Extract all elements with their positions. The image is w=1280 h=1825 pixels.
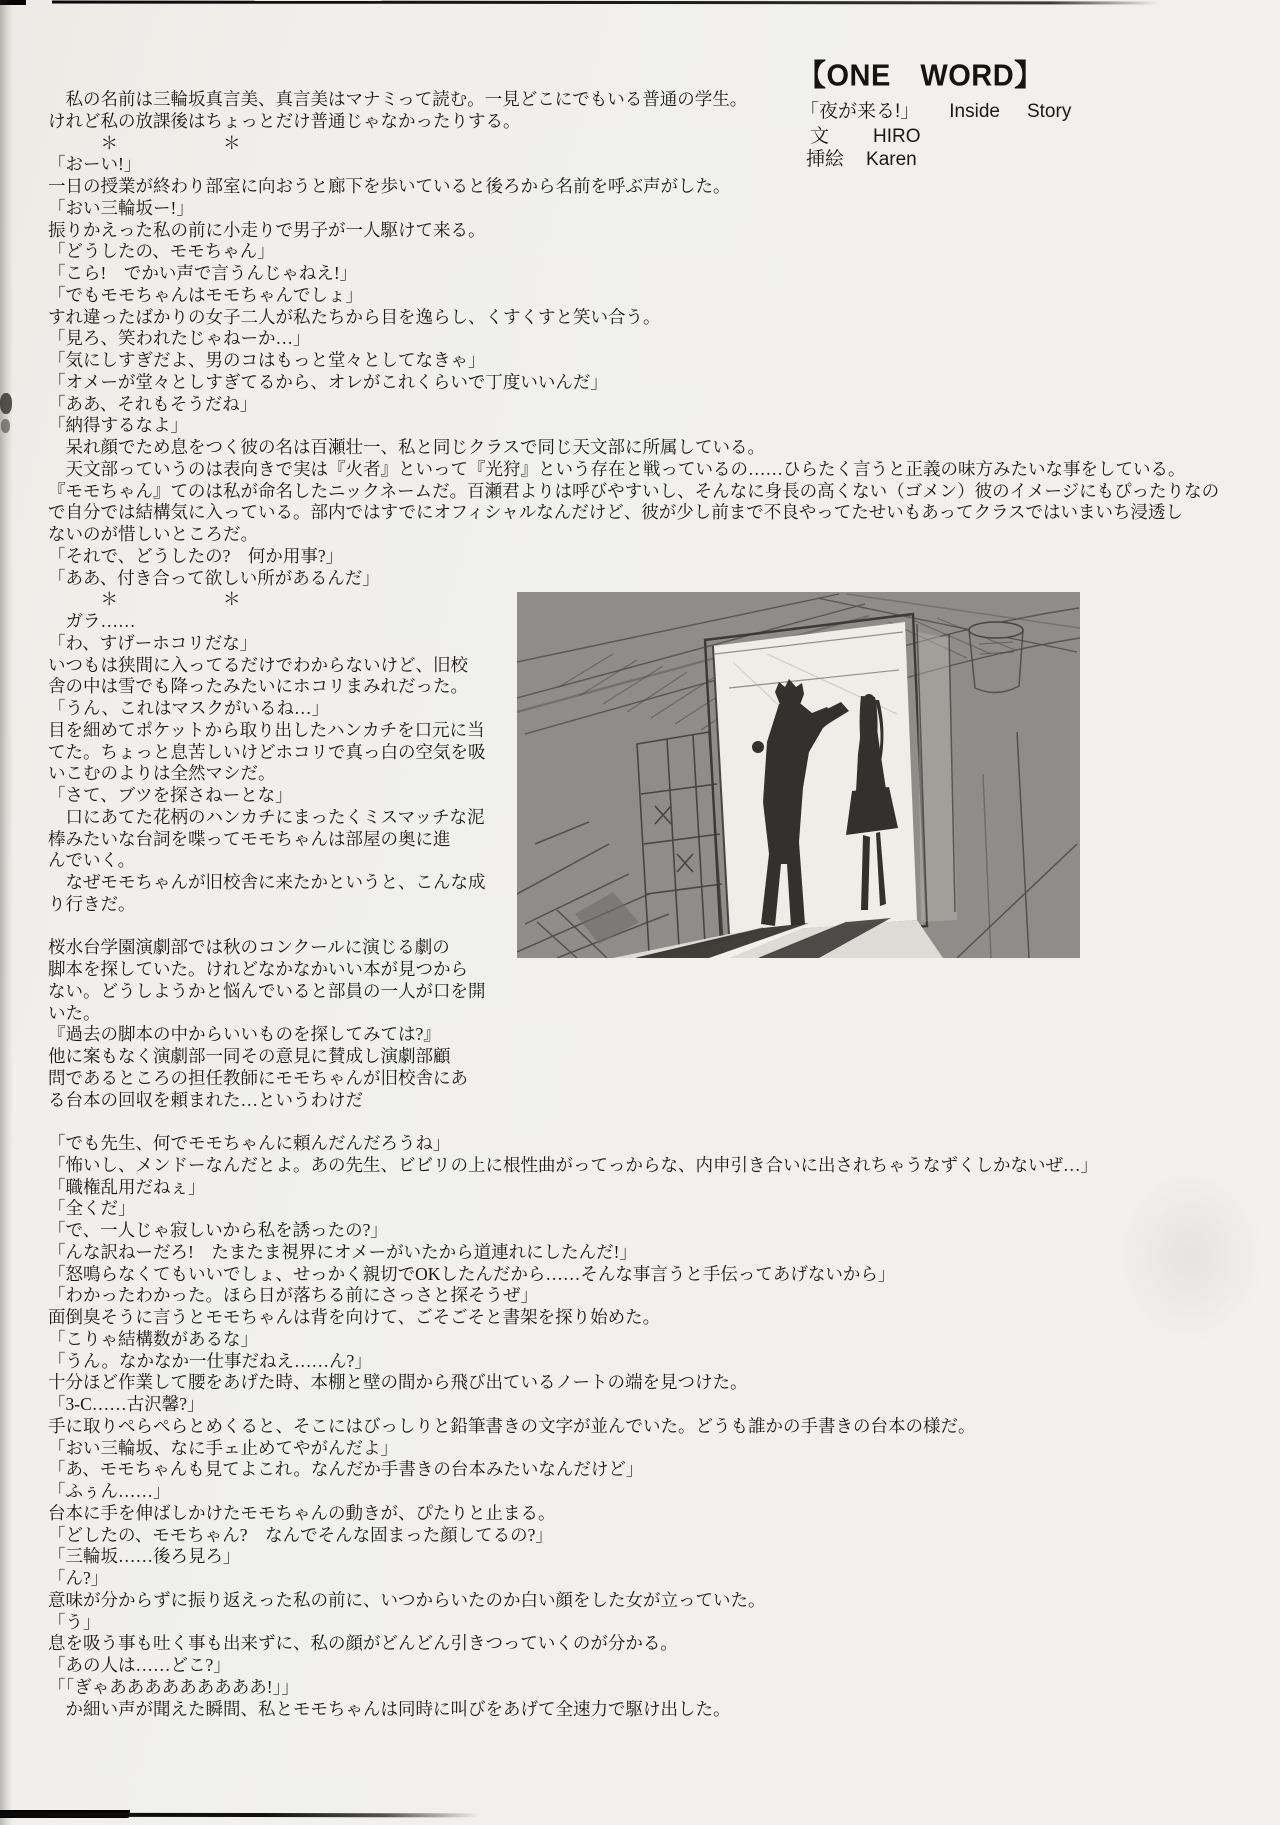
story-line: 「気にしすぎだよ、男のコはもっと堂々としてなきゃ」 [48, 350, 486, 370]
story-blank-line [48, 1111, 1263, 1133]
story-line: 脚本を探していた。けれどなかなかいい本が見つから [48, 959, 468, 979]
scan-artifact-smudge [1, 419, 10, 433]
story-line: 他に案もなく演劇部一同その意見に賛成し演劇部顧 [48, 1046, 451, 1066]
story-line: 「ん?」 [48, 1568, 109, 1588]
story-line: 「納得するなよ」 [48, 415, 188, 436]
story-line: けれど私の放課後はちょっとだけ普通じゃなかったりする。 [48, 110, 521, 131]
story-line: んでいく。 [48, 850, 136, 871]
story-line: 「こら! でかい声で言うんじゃねえ!」 [48, 263, 358, 283]
story-line: 「うん、これはマスクがいるね…」 [48, 698, 330, 718]
story-line: 「おい三輪坂、なに手ェ止めてやがんだよ」 [48, 1437, 398, 1458]
story-line: 息を吸う事も吐く事も出来ずに、私の顔がどんどん引きつっていくのが分かる。 [48, 1633, 678, 1654]
story-line: 「おい三輪坂ー!」 [48, 197, 194, 218]
story-line: 「どうしたの、モモちゃん」 [48, 241, 275, 262]
story-line: 私の名前は三輪坂真言美、真言美はマナミって読む。一見どこにでもいる普通の学生。 [48, 89, 748, 109]
story-line: 「見ろ、笑われたじゃねーか…」 [48, 328, 311, 349]
story-line: 「でも先生、何でモモちゃんに頼んだんだろうね」 [48, 1133, 451, 1153]
story-line: 問であるところの担任教師にモモちゃんが旧校舎にあ [48, 1067, 468, 1088]
story-line: 「ああ、それもそうだね」 [48, 393, 258, 414]
story-line: 「あ、モモちゃんも見てよこれ。なんだか手書きの台本みたいなんだけど」 [48, 1459, 644, 1480]
story-line: 「どしたの、モモちゃん? なんでそんな固まった顔してるの?」 [48, 1524, 553, 1545]
story-line: 「さて、ブツを探さねーとな」 [48, 785, 293, 805]
story-line: ないのが惜しいところだ。 [48, 524, 258, 544]
story-line: すれ違ったばかりの女子二人が私たちから目を逸らし、くすくすと笑い合う。 [48, 306, 661, 327]
story-line: り行きだ。 [48, 893, 136, 914]
story-line: 「う」 [48, 1611, 101, 1632]
story-line: 十分ほど作業して腰をあげた時、本棚と壁の間から飛び出ているノートの端を見つけた。 [48, 1372, 748, 1393]
story-line: 「あの人は……どこ?」 [48, 1655, 231, 1675]
story-line: 「「ぎゃあああああああああ!」」 [48, 1676, 299, 1697]
story-line: 棒みたいな台詞を喋ってモモちゃんは部屋の奥に進 [48, 828, 451, 849]
story-line: いた。 [48, 1002, 101, 1023]
story-line: 面倒臭そうに言うとモモちゃんは背を向けて、ごそごそと書架を探り始めた。 [48, 1307, 661, 1327]
story-line: 舎の中は雪でも降ったみたいにホコリまみれだった。 [48, 676, 468, 697]
scan-artifact-left-edge [0, 0, 13, 1825]
story-line: 『モモちゃん』てのは私が命名したニックネームだ。百瀬君よりは呼びやすいし、そんなに身長の高くない（ゴメン）彼のイメージにもぴったりなの [48, 480, 1220, 501]
story-line: 「ふぅん……」 [48, 1481, 171, 1501]
scan-artifact-smudge [0, 393, 12, 414]
story-line: なぜモモちゃんが旧校舎に来たかというと、こんな成 [48, 872, 486, 892]
text-credit-label: 文 [810, 126, 830, 147]
story-line: 台本に手を伸ばしかけたモモちゃんの動きが、ぴたりと止まる。 [48, 1502, 556, 1523]
story-line: 呆れ顔でため息をつく彼の名は百瀬壮一、私と同じクラスで同じ天文部に所属している。 [48, 437, 765, 457]
story-line: 「職権乱用だねぇ」 [48, 1176, 206, 1197]
story-line: 「全くだ」 [48, 1198, 136, 1219]
story-line: 口にあてた花柄のハンカチにまったくミスマッチな泥 [48, 806, 485, 827]
story-line: 手に取りぺらぺらとめくると、そこにはびっしりと鉛筆書きの文字が並んでいた。どうも誰かの手書きの台本の様だ。 [48, 1415, 976, 1436]
story-line: 「わかったわかった。ほら日が落ちる前にさっさと探そうぜ」 [48, 1285, 538, 1306]
story-line: いつもは狭間に入ってるだけでわからないけど、旧校 [48, 654, 468, 675]
scan-artifact-top-line [52, 1, 1160, 5]
story-line: 「んな訳ねーだろ! たまたま視界にオメーがいたから道連れにしたんだ!」 [48, 1241, 637, 1262]
story-line: 意味が分からずに振り返えった私の前に、いつからいたのか白い顔をした女が立っていた。 [48, 1589, 766, 1610]
art-credit-label: 挿絵 [806, 149, 845, 170]
story-line: 「三輪坂……後ろ見ろ」 [48, 1546, 241, 1567]
art-credit-name: Karen [866, 149, 917, 170]
story-line: か細い声が聞えた瞬間、私とモモちゃんは同時に叫びをあげて全速力で駆け出した。 [48, 1698, 731, 1719]
story-line: てた。ちょっと息苦しいけどホコリで真っ白の空気を吸 [48, 741, 486, 762]
story-line: 「怖いし、メンドーなんだとよ。あの先生、ビビリの上に根性曲がってっからな、内申引き合いに出されちゃうなずくしかないぜ…」 [48, 1154, 1098, 1175]
story-line: 『過去の脚本の中からいいものを探してみては?』 [48, 1024, 441, 1045]
story-line: 「オメーが堂々としすぎてるから、オレがこれくらいで丁度いいんだ」 [48, 371, 608, 392]
story-line: 「ああ、付き合って欲しい所があるんだ」 [48, 567, 380, 588]
story-line: 桜水台学園演劇部では秋のコンクールに演じる劇の [48, 937, 450, 958]
story-illustration [517, 592, 1080, 958]
story-line: 「こりゃ結構数があるな」 [48, 1328, 258, 1349]
story-line: 「で、一人じゃ寂しいから私を誘ったの?」 [48, 1220, 388, 1240]
story-line: ガラ…… [48, 611, 136, 631]
story-line: 一日の授業が終わり部室に向おうと廊下を歩いていると後ろから名前を呼ぶ声がした。 [48, 176, 731, 196]
story-line: ない。どうしようかと悩んでいると部員の一人が口を開 [48, 980, 486, 1001]
story-line: 「それで、どうしたの? 何か用事?」 [48, 545, 344, 566]
story-line: 「でもモモちゃんはモモちゃんでしょ」 [48, 284, 363, 305]
story-line: で自分では結構気に入っている。部内ではすでにオフィシャルなんだけど、彼が少し前まで不良やってたせいもあってクラスではいまいち浸透し [48, 502, 1184, 523]
section-separator: ＊ ＊ [48, 589, 241, 610]
story-line: 「3-C……古沢馨?」 [48, 1394, 205, 1414]
story-line: 振りかえった私の前に小走りで男子が一人駆けて来る。 [48, 219, 486, 240]
story-line: 「怒鳴らなくてもいいでしょ、せっかく親切でOKしたんだから……そんな事言うと手伝ってあげないから」 [48, 1263, 896, 1284]
section-separator: ＊ ＊ [48, 132, 241, 153]
series-subtitle-word2: Story [1026, 101, 1072, 122]
story-line: 天文部っていうのは表向きで実は『火者』といって『光狩』という存在と戦っているの……ひらたく言うと正義の味方みたいな事をしている。 [48, 458, 1186, 479]
scan-artifact-bottom-line [0, 1813, 480, 1818]
story-line: 「わ、すげーホコリだな」 [48, 632, 258, 653]
story-line: る台本の回収を頼まれた…というわけだ [48, 1089, 363, 1110]
series-subtitle-word1: Inside [949, 101, 1000, 122]
story-line: 「おーい!」 [48, 154, 142, 175]
story-line: 目を細めてポケットから取り出したハンカチを口元に当 [48, 719, 485, 740]
pencil-sketch-image [517, 592, 1080, 958]
story-line: 「うん。なかなか一仕事だねえ……ん?」 [48, 1350, 372, 1371]
series-title: 「夜が来る!」 [800, 101, 920, 122]
article-title: 【ONE WORD】 [797, 59, 1044, 93]
story-line: いこむのよりは全然マシだ。 [48, 763, 276, 784]
text-credit-name: HIRO [873, 126, 921, 147]
